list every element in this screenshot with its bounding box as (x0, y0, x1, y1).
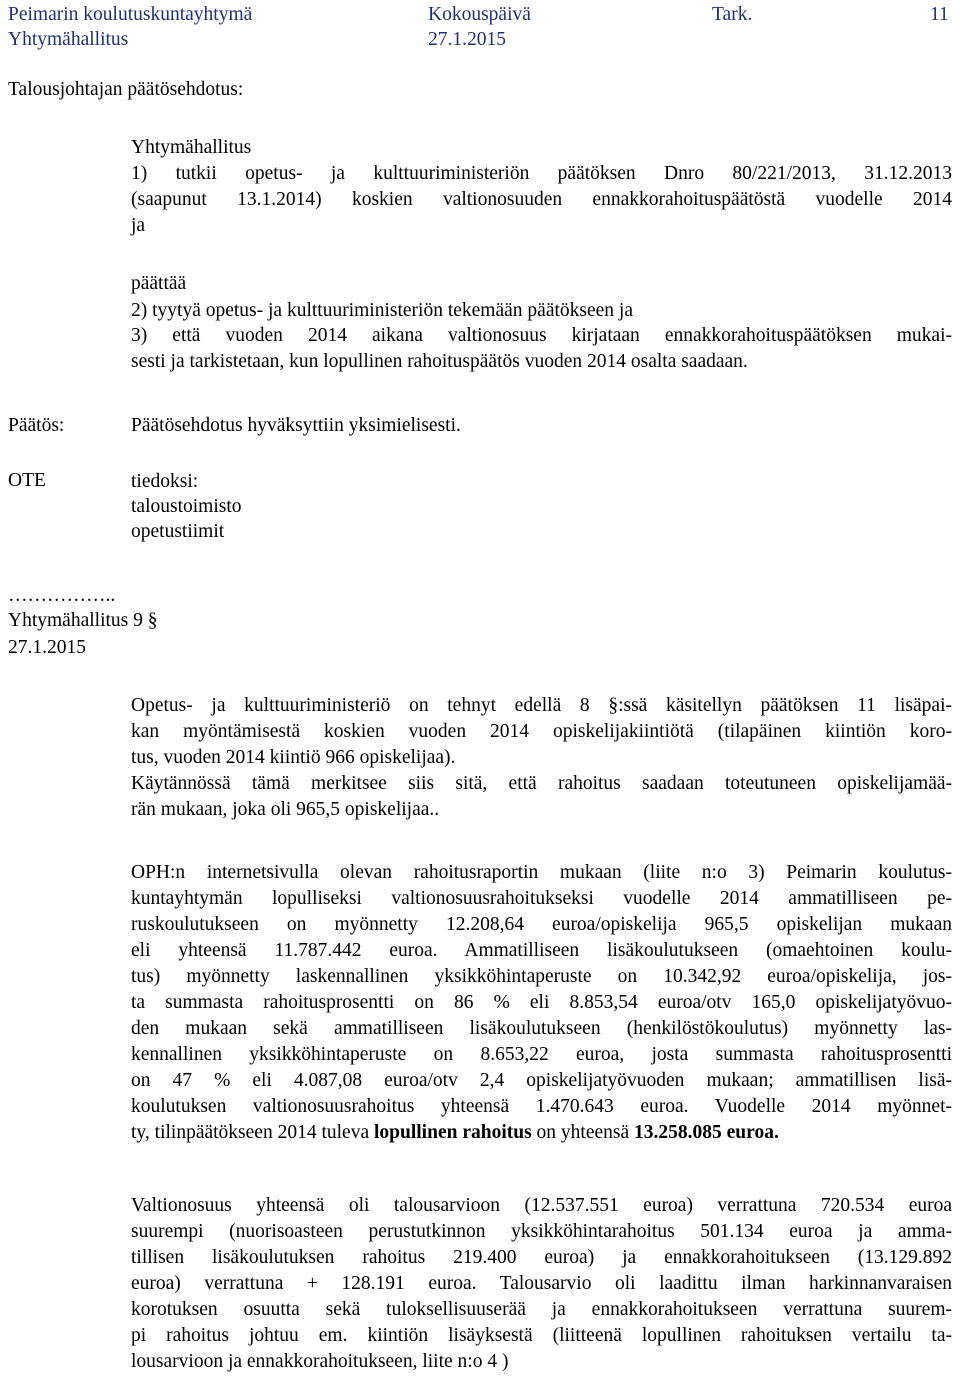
header-body-name: Yhtymähallitus (8, 29, 129, 50)
extract-recipient: taloustoimisto (131, 496, 242, 517)
text-line: 2) tyytyä opetus- ja kulttuuriministeriön tekemään päätökseen ja (131, 300, 633, 321)
header-meeting-type: Kokouspäivä (428, 4, 531, 25)
final-text: on yhteensä (531, 1122, 635, 1143)
text-line: pi rahoitus johtuu em. kiintiön lisäyksestä (liitteenä lopullinen rahoituksen vertailu ta- (131, 1325, 952, 1346)
proposal-item-1 (131, 161, 952, 238)
text-line: tus) myönnetty laskennallinen yksikköhintaperuste on 10.342,92 euroa/opiskelija, jos- (131, 966, 952, 987)
text-line: lousarvioon ja ennakkorahoitukseen, liite n:o 4 ) (131, 1351, 509, 1372)
proposal-label: Talousjohtajan päätösehdotus: (8, 79, 244, 100)
page-number: 11 (930, 4, 949, 25)
separator-date: 27.1.2015 (8, 637, 86, 658)
proposal-item-2 (131, 298, 952, 324)
header-check-label: Tark. (712, 4, 753, 25)
header-date: 27.1.2015 (428, 29, 506, 50)
text-line: ruskoulutukseen on myönnetty 12.208,64 euroa/opiskelija 965,5 opiskelijan mukaan (131, 914, 952, 935)
text-line: 3) että vuoden 2014 aikana valtionosuus kirjataan ennakkorahoituspäätöksen mukai- (131, 325, 952, 346)
separator-dots: …………….. (8, 585, 116, 606)
final-funding-amount: 13.258.085 euroa. (634, 1122, 779, 1143)
text-line-final (131, 1120, 952, 1146)
proposal-item-3 (131, 323, 952, 375)
decision-label: Päätös: (8, 415, 65, 436)
text-line: 1) tutkii opetus- ja kulttuuriministeriön päätöksen Dnro 80/221/2013, 31.12.2013 (131, 163, 952, 184)
extract-recipient: opetustiimit (131, 521, 225, 542)
text-line: rän mukaan, joka oli 965,5 opiskelijaa.. (131, 799, 440, 820)
text-line: Käytännössä tämä merkitsee siis sitä, että rahoitus saadaan toteutuneen opiskelijamää- (131, 773, 952, 794)
text-line: euroa) verrattuna + 128.191 euroa. Talousarvio oli laadittu ilman harkinnanvaraisen (131, 1273, 952, 1294)
proposal-decides: päättää (131, 273, 187, 294)
text-line: korotuksen osuutta sekä tuloksellisuuserää ja ennakkorahoitukseen verrattuna suurem- (131, 1299, 952, 1320)
text-line: on 47 % eli 4.087,08 euroa/otv 2,4 opiskelijatyövuoden mukaan; ammatillisen lisä- (131, 1070, 952, 1091)
extract-recipients (131, 469, 242, 544)
text-line: suurempi (nuorisoasteen perustutkinnon yksikköhintarahoitus 501.134 euroa ja amma- (131, 1221, 952, 1242)
final-funding-label: lopullinen rahoitus (373, 1122, 532, 1143)
extract-label: OTE (8, 470, 46, 491)
text-line: (saapunut 13.1.2014) koskien valtionosuuden ennakkorahoituspäätöstä vuodelle 2014 (131, 188, 952, 210)
extract-title: tiedoksi: (131, 471, 199, 492)
text-line: kennallinen yksikköhintaperuste on 8.653,22 euroa, josta summasta rahoitusprosentti (131, 1044, 952, 1065)
header-org: Peimarin koulutuskuntayhtymä (8, 4, 253, 25)
text-line: tus, vuoden 2014 kiintiö 966 opiskelijaa). (131, 747, 456, 768)
text-line: eli yhteensä 11.787.442 euroa. Ammatilliseen lisäkoulutukseen (omaehtoinen koulu- (131, 940, 952, 961)
decision-text: Päätösehdotus hyväksyttiin yksimielisesti. (131, 415, 461, 436)
body-paragraph-3 (131, 1193, 952, 1375)
text-line: ta summasta rahoitusprosentti on 86 % eli 8.853,54 euroa/otv 165,0 opiskelijatyövuo- (131, 992, 952, 1013)
text-line: koulutuksen valtionosuusrahoitus yhteensä 1.470.643 euroa. Vuodelle 2014 myönnet- (131, 1096, 952, 1117)
final-text: ty, tilinpäätökseen 2014 tuleva (131, 1122, 374, 1143)
proposal-body: Yhtymähallitus (131, 137, 252, 158)
text-line: Valtionosuus yhteensä oli talousarvioon (12.537.551 euroa) verrattuna 720.534 euroa (131, 1195, 952, 1216)
body-paragraph-2 (131, 860, 952, 1146)
text-line: kuntayhtymän lopulliseksi valtionosuusrahoitukseksi vuodelle 2014 ammatilliseen pe- (131, 888, 952, 909)
text-line: sesti ja tarkistetaan, kun lopullinen rahoituspäätös vuoden 2014 osalta saadaan. (131, 350, 748, 372)
text-line: kan myöntämisestä koskien vuoden 2014 opiskelijakiintiötä (tilapäinen kiintiön koro- (131, 721, 952, 742)
text-line: den mukaan sekä ammatilliseen lisäkoulutukseen (henkilöstökoulutus) myönnetty las- (131, 1018, 952, 1039)
text-line: ja (131, 214, 146, 236)
body-paragraph-1 (131, 693, 952, 823)
separator-meeting: Yhtymähallitus 9 § (8, 610, 158, 631)
text-line: Opetus- ja kulttuuriministeriö on tehnyt edellä 8 §:ssä käsitellyn päätöksen 11 lisäpai- (131, 695, 952, 716)
text-line: tillisen lisäkoulutuksen rahoitus 219.400 euroa) ja ennakkorahoitukseen (13.129.892 (131, 1247, 952, 1268)
text-line: OPH:n internetsivulla olevan rahoitusraportin mukaan (liite n:o 3) Peimarin koulutus- (131, 862, 952, 883)
